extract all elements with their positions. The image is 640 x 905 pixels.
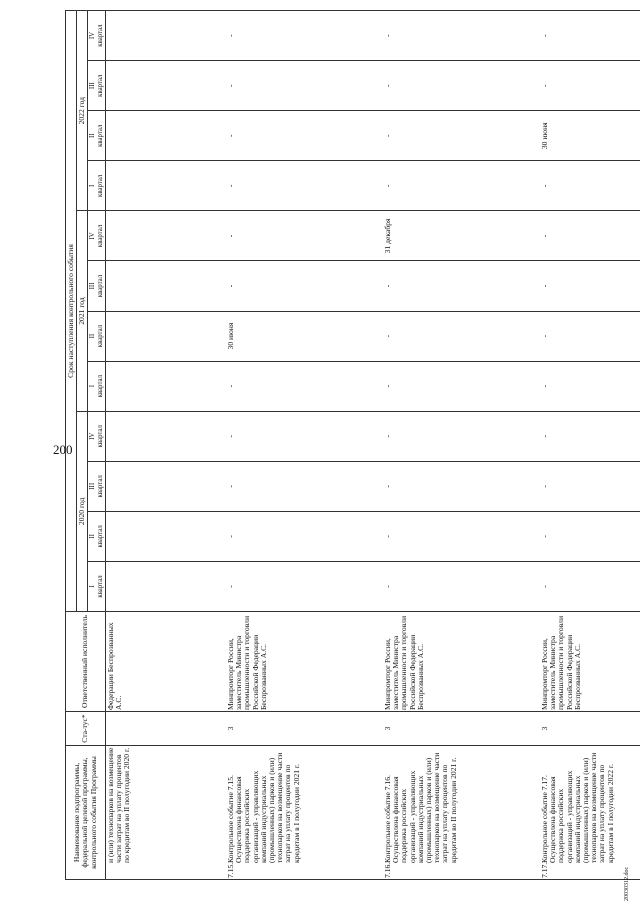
deadline-cell: 30 июня bbox=[226, 311, 383, 361]
deadline-cell: - bbox=[383, 261, 540, 311]
quarter-word: квартал bbox=[96, 475, 104, 498]
deadline-cell: - bbox=[226, 561, 383, 611]
event-number: 7.16. bbox=[383, 862, 393, 878]
deadline-cell: - bbox=[540, 511, 640, 561]
quarter-word: квартал bbox=[96, 124, 104, 147]
deadline-cell: - bbox=[226, 61, 383, 111]
header-quarter bbox=[88, 311, 106, 361]
deadline-cell: - bbox=[540, 261, 640, 311]
deadline-cell: - bbox=[383, 11, 540, 61]
control-events-table bbox=[65, 10, 640, 880]
table-row bbox=[540, 11, 640, 880]
event-name: Контрольное событие 7.17. Осуществлена финансовая поддержка российских организаций - управляющих компаний индустриальных (промышленных) парков и (или) технопарков на возмещение части затрат на уплату процентов по кредитам в I полугодии 2022 г. bbox=[540, 752, 615, 863]
header-quarter bbox=[88, 261, 106, 311]
deadline-cell bbox=[106, 11, 227, 61]
event-name: Контрольное событие 7.15. Осуществлена финансовая поддержка российских организаций - управляющих компаний индустриальных (промышленных) парков и (или) технопарков на возмещение части затрат на уплату процентов по кредитам в I полугодии 2021 г. bbox=[226, 752, 301, 863]
deadline-cell bbox=[106, 111, 227, 161]
event-status: 3 bbox=[226, 712, 383, 746]
event-number: 7.15. bbox=[226, 862, 236, 878]
quarter-number: IV bbox=[89, 432, 97, 440]
header-year-2022: 2022 год bbox=[77, 11, 88, 211]
deadline-cell: - bbox=[226, 261, 383, 311]
deadline-cell: - bbox=[383, 561, 540, 611]
quarter-number: IV bbox=[89, 232, 97, 240]
deadline-cell: - bbox=[383, 61, 540, 111]
header-quarter bbox=[88, 111, 106, 161]
quarter-number: IV bbox=[89, 31, 97, 40]
quarter-word: квартал bbox=[96, 425, 104, 448]
header-name: Наименование подпрограммы, федеральной целевой программы, контрольного события Программы bbox=[66, 746, 106, 880]
deadline-cell: - bbox=[383, 311, 540, 361]
deadline-cell bbox=[106, 561, 227, 611]
header-quarter bbox=[88, 211, 106, 261]
quarter-number: II bbox=[89, 534, 97, 539]
event-status: 3 bbox=[383, 712, 540, 746]
deadline-cell bbox=[106, 411, 227, 461]
quarter-number: II bbox=[89, 133, 97, 139]
quarter-word: квартал bbox=[96, 575, 104, 598]
header-executor: Ответственный исполнитель bbox=[66, 612, 106, 712]
header-quarter bbox=[88, 61, 106, 111]
deadline-cell: - bbox=[383, 161, 540, 211]
quarter-word: квартал bbox=[96, 174, 104, 197]
deadline-cell: - bbox=[383, 511, 540, 561]
quarter-number: II bbox=[89, 333, 97, 339]
deadline-cell: - bbox=[226, 411, 383, 461]
deadline-cell bbox=[106, 511, 227, 561]
quarter-word: квартал bbox=[96, 324, 104, 348]
event-name-cell bbox=[383, 746, 540, 880]
quarter-word: квартал bbox=[96, 224, 104, 248]
table-row bbox=[106, 11, 227, 880]
deadline-cell: 30 июня bbox=[540, 111, 640, 161]
event-executor: Федерации Беспрозванных А.С. bbox=[106, 612, 227, 712]
deadline-cell: - bbox=[226, 461, 383, 511]
header-quarter bbox=[88, 561, 106, 611]
deadline-cell: - bbox=[540, 11, 640, 61]
quarter-word: квартал bbox=[96, 24, 104, 47]
quarter-number: III bbox=[89, 282, 97, 290]
deadline-cell: - bbox=[540, 61, 640, 111]
deadline-cell: - bbox=[226, 161, 383, 211]
deadline-cell: - bbox=[540, 561, 640, 611]
deadline-cell: - bbox=[383, 361, 540, 411]
footer-code: 20030312.doc bbox=[624, 866, 630, 901]
header-quarter bbox=[88, 461, 106, 511]
header-deadline: Срок наступления контрольного события bbox=[66, 11, 77, 612]
header-year-2020: 2020 год bbox=[77, 411, 88, 611]
header-status: Ста-тус* bbox=[66, 712, 106, 746]
deadline-cell: - bbox=[383, 461, 540, 511]
deadline-cell: - bbox=[383, 111, 540, 161]
deadline-cell bbox=[106, 211, 227, 261]
quarter-number: I bbox=[89, 385, 97, 388]
header-quarter bbox=[88, 161, 106, 211]
deadline-cell: - bbox=[226, 211, 383, 261]
event-name-cell bbox=[106, 746, 227, 880]
quarter-word: квартал bbox=[96, 375, 104, 398]
deadline-cell: - bbox=[540, 211, 640, 261]
page-number: 200 bbox=[53, 442, 73, 457]
deadline-cell: - bbox=[540, 461, 640, 511]
table-row bbox=[226, 11, 383, 880]
deadline-cell: - bbox=[540, 361, 640, 411]
event-number: 7.17. bbox=[540, 862, 550, 878]
deadline-cell: - bbox=[226, 361, 383, 411]
deadline-cell: - bbox=[226, 511, 383, 561]
event-executor: Минпромторг России, заместитель Министра промышленности и торговли Российской Федерации Беспрозванных А.С. bbox=[540, 612, 640, 712]
deadline-cell: - bbox=[540, 311, 640, 361]
event-status bbox=[106, 712, 227, 746]
deadline-cell bbox=[106, 461, 227, 511]
header-year-2021: 2021 год bbox=[77, 211, 88, 411]
deadline-cell: - bbox=[226, 11, 383, 61]
event-name-cell bbox=[540, 746, 640, 880]
event-name-cell bbox=[226, 746, 383, 880]
quarter-number: III bbox=[89, 482, 97, 490]
header-quarter bbox=[88, 11, 106, 61]
deadline-cell bbox=[106, 261, 227, 311]
quarter-number: I bbox=[89, 585, 97, 588]
quarter-number: I bbox=[89, 184, 97, 187]
deadline-cell bbox=[106, 311, 227, 361]
event-name: и (или) технопарков на возмещение части затрат на уплату процентов по кредитам во II полугодии 2020 г. bbox=[106, 747, 132, 863]
table-row bbox=[383, 11, 540, 880]
header-quarter bbox=[88, 511, 106, 561]
deadline-cell: 31 декабря bbox=[383, 211, 540, 261]
deadline-cell: - bbox=[540, 161, 640, 211]
deadline-cell bbox=[106, 161, 227, 211]
quarter-number: III bbox=[89, 82, 97, 90]
deadline-cell: - bbox=[540, 411, 640, 461]
quarter-word: квартал bbox=[96, 274, 104, 298]
deadline-cell: - bbox=[226, 111, 383, 161]
deadline-cell bbox=[106, 61, 227, 111]
deadline-cell bbox=[106, 361, 227, 411]
event-name: Контрольное событие 7.16. Осуществлена финансовая поддержка российских организаций - управляющих компаний индустриальных (промышленных) парков и (или) технопарков на возмещение части затрат на уплату процентов по кредитам во II полугодии 2021 г. bbox=[383, 752, 458, 863]
deadline-cell: - bbox=[383, 411, 540, 461]
quarter-word: квартал bbox=[96, 74, 104, 97]
event-executor: Минпромторг России, заместитель Министра промышленности и торговли Российской Федерации Беспрозванных А.С. bbox=[383, 612, 540, 712]
event-status: 3 bbox=[540, 712, 640, 746]
event-executor: Минпромторг России, заместитель Министра промышленности и торговли Российской Федерации Беспрозванных А.С. bbox=[226, 612, 383, 712]
header-quarter bbox=[88, 361, 106, 411]
header-quarter bbox=[88, 411, 106, 461]
quarter-word: квартал bbox=[96, 525, 104, 548]
